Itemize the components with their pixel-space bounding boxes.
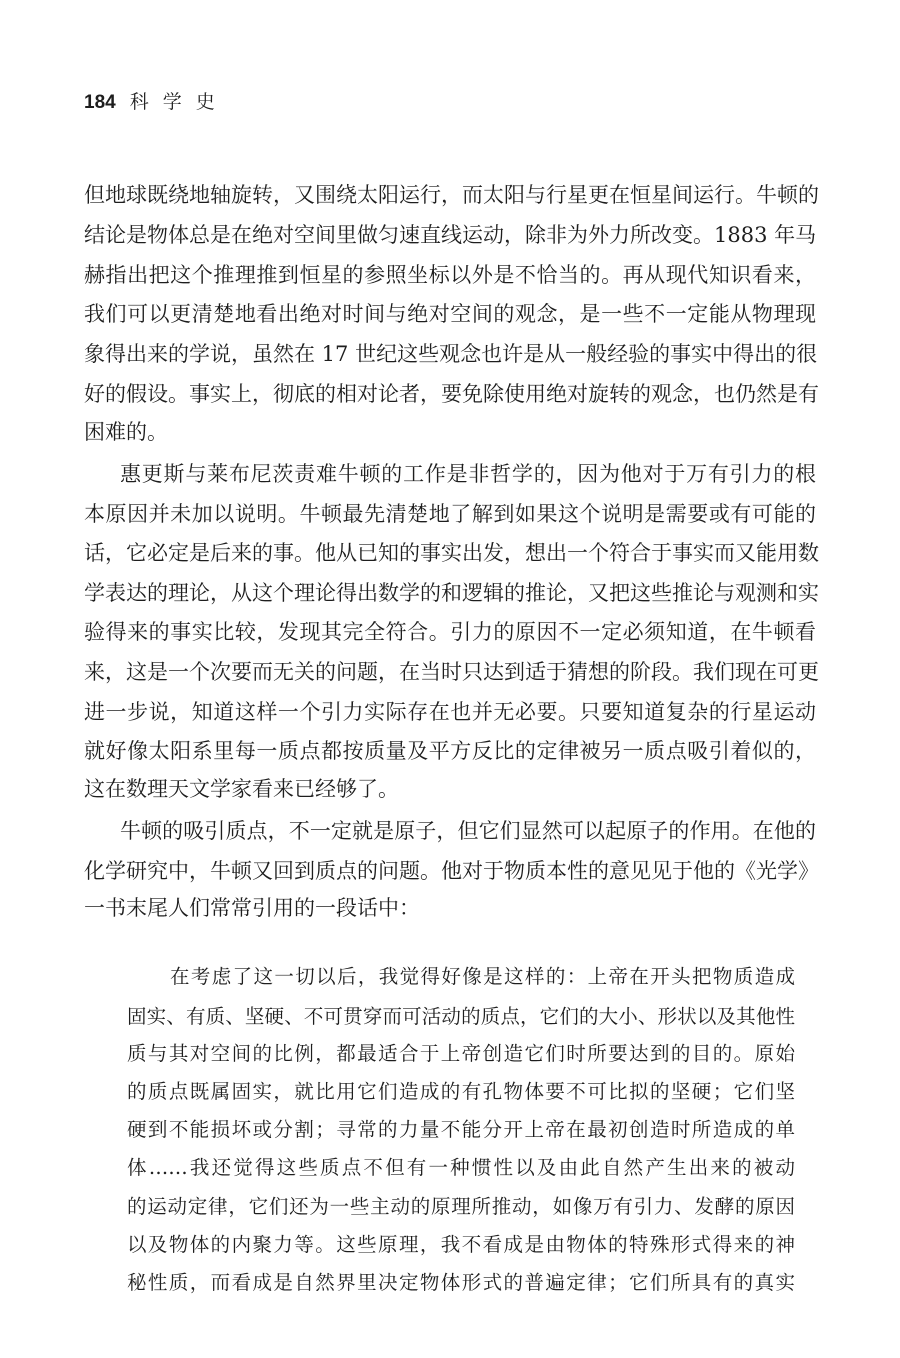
text-line: 一书末尾人们常常引用的一段话中： bbox=[84, 896, 420, 920]
text-line: 这在数理天文学家看来已经够了。 bbox=[84, 777, 399, 801]
text-line: 惠更斯与莱布尼茨责难牛顿的工作是非哲学的，因为他对于万有引力的根 bbox=[120, 462, 816, 486]
running-header bbox=[84, 88, 229, 117]
text-line: 牛顿的吸引质点，不一定就是原子，但它们显然可以起原子的作用。在他的 bbox=[120, 819, 816, 843]
quote-line: 质与其对空间的比例，都最适合于上帝创造它们时所要达到的目的。原始 bbox=[127, 1042, 795, 1065]
quote-line: 秘性质，而看成是自然界里决定物体形式的普遍定律；它们所具有的真实 bbox=[127, 1271, 795, 1294]
text-line: 进一步说，知道这样一个引力实际存在也并无必要。只要知道复杂的行星运动 bbox=[84, 700, 816, 724]
quote-line: 固实、有质、坚硬、不可贯穿而可活动的质点，它们的大小、形状以及其他性 bbox=[127, 1005, 795, 1028]
text-line: 学表达的理论，从这个理论得出数学的和逻辑的推论，又把这些推论与观测和实 bbox=[84, 581, 819, 605]
text-line: 来，这是一个次要而无关的问题，在当时只达到适于猜想的阶段。我们现在可更 bbox=[84, 660, 819, 684]
quote-line: 以及物体的内聚力等。这些原理，我不看成是由物体的特殊形式得来的神 bbox=[127, 1233, 795, 1256]
text-line: 化学研究中，牛顿又回到质点的问题。他对于物质本性的意见见于他的《光学》 bbox=[84, 859, 819, 883]
text-line: 我们可以更清楚地看出绝对时间与绝对空间的观念，是一些不一定能从物理现 bbox=[84, 302, 816, 326]
quote-line: 硬到不能损坏或分割；寻常的力量不能分开上帝在最初创造时所造成的单 bbox=[127, 1118, 795, 1141]
text-line: 结论是物体总是在绝对空间里做匀速直线运动，除非为外力所改变。1883 年马 bbox=[84, 223, 817, 247]
quote-line: 在考虑了这一切以后，我觉得好像是这样的：上帝在开头把物质造成 bbox=[170, 965, 795, 988]
text-line: 赫指出把这个推理推到恒星的参照坐标以外是不恰当的。再从现代知识看来， bbox=[84, 263, 816, 287]
book-title: 科学史 bbox=[129, 91, 229, 113]
quote-line: 的质点既属固实，就比用它们造成的有孔物体要不可比拟的坚硬；它们坚 bbox=[127, 1080, 795, 1103]
page-number: 184 bbox=[84, 92, 116, 113]
quote-line: 的运动定律，它们还为一些主动的原理所推动，如像万有引力、发酵的原因 bbox=[127, 1195, 795, 1218]
text-line: 本原因并未加以说明。牛顿最先清楚地了解到如果这个说明是需要或有可能的 bbox=[84, 502, 816, 526]
text-line: 就好像太阳系里每一质点都按质量及平方反比的定律被另一质点吸引着似的， bbox=[84, 739, 816, 763]
text-line: 象得出来的学说，虽然在 17 世纪这些观念也许是从一般经验的事实中得出的很 bbox=[84, 342, 818, 366]
text-line: 话，它必定是后来的事。他从已知的事实出发，想出一个符合于事实而又能用数 bbox=[84, 541, 819, 565]
text-line: 困难的。 bbox=[84, 420, 168, 444]
text-line: 好的假设。事实上，彻底的相对论者，要免除使用绝对旋转的观念，也仍然是有 bbox=[84, 382, 819, 406]
text-line: 验得来的事实比较，发现其完全符合。引力的原因不一定必须知道，在牛顿看 bbox=[84, 620, 816, 644]
text-line: 但地球既绕地轴旋转，又围绕太阳运行，而太阳与行星更在恒星间运行。牛顿的 bbox=[84, 183, 819, 207]
quote-line: 体……我还觉得这些质点不但有一种惯性以及由此自然产生出来的被动 bbox=[127, 1156, 795, 1179]
